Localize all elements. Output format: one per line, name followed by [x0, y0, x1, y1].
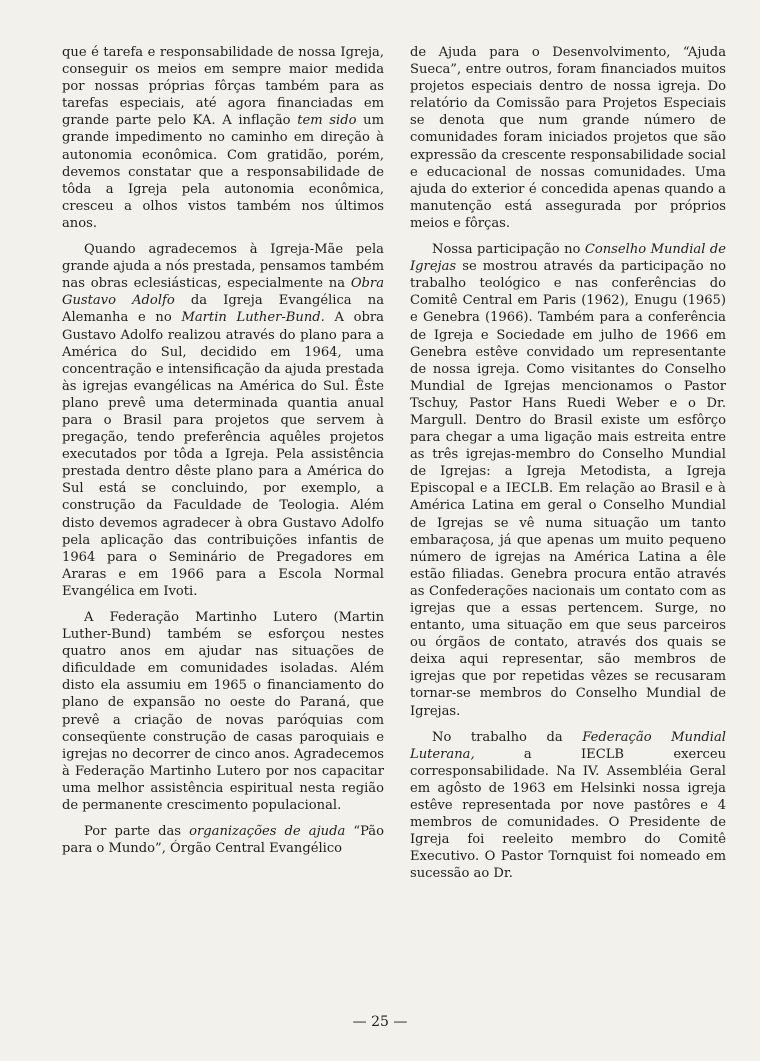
- italic-text-run: Conselho Mundial de Igrejas: [410, 242, 726, 275]
- italic-text-run: Federação Mundial Luterana,: [410, 729, 726, 762]
- paragraph: [62, 44, 384, 232]
- text-run: “Pão para o Mundo”, Órgão Central Evangélico: [62, 824, 384, 857]
- italic-text-run: organizações de ajuda: [189, 824, 346, 840]
- text-run: de Ajuda para o Desenvolvimento, “Ajuda Sueca”, entre outros, foram financiados muitos projetos especiais dentro de nossa igreja. Do relatório da Comissão para Projetos Especiais se denota que num grande número de comunidades foram iniciados projetos que são expressão da crescente responsabilidade social e educacional de nossas comunidades. Uma ajuda do exterior é concedida apenas quando a manutenção está assegurada por próprios meios e fôrças.: [410, 45, 726, 231]
- paragraph: [410, 729, 726, 883]
- page-number: — 25 —: [352, 1014, 408, 1030]
- italic-text-run: tem sido: [297, 113, 357, 129]
- paragraph: [62, 609, 384, 814]
- italic-text-run: Martin Luther-Bund.: [181, 310, 325, 326]
- italic-text-run: Obra Gustavo Adolfo: [62, 276, 384, 309]
- text-run: da Igreja Evangélica na Alemanha e no: [62, 293, 384, 326]
- text-run: No trabalho da: [432, 729, 583, 745]
- text-run: A Federação Martinho Lutero (Martin Luther-Bund) também se esforçou nestes quatro anos em ajudar nas situações de dificuldade em comunidades isoladas. Além disto ela assumiu em 1965 o financiamento do plano de expansão no oeste do Paraná, que prevê a criação de novas paróquias com conseqüente construção de casas paroquiais e igrejas no decorrer de cinco anos. Agradecemos à Federação Martinho Lutero por nos capacitar uma melhor assistência espiritual nesta região de permanente crescimento populacional.: [62, 610, 384, 814]
- left-column: [62, 44, 384, 857]
- right-column: [410, 44, 726, 883]
- text-run: a IECLB exerceu corresponsabilidade. Na IV. Assembléia Geral em agôsto de 1963 em Helsinki nossa igreja estêve representada por nove pastôres e 4 membros de comunidades. O Presidente de Igreja foi reeleito membro do Comitê Executivo. O Pastor Tornquist foi nomeado em sucessão ao Dr.: [410, 746, 726, 882]
- text-run: Por parte das: [84, 824, 190, 840]
- text-run: A obra Gustavo Adolfo realizou através do plano para a América do Sul, decidido em 1964, uma concentração e intensificação da ajuda prestada às igrejas evangélicas na América do Sul. Êste plano prevê uma determinada quantia anual para o Brasil para projetos que servem à pregação, tendo preferência aquêles projetos executados por tôda a Igreja. Pela assistência prestada dentro dêste plano para a América do Sul está se concluindo, por exemplo, a construção da Faculdade de Teologia. Além disto devemos agradecer à obra Gustavo Adolfo pela aplicação das contribuições infantis de 1964 para o Seminário de Pregadores em Araras e em 1966 para a Escola Normal Evangélica em Ivoti.: [62, 310, 384, 599]
- text-run: Quando agradecemos à Igreja-Mãe pela grande ajuda a nós prestada, pensamos também nas obras eclesiásticas, especialmente na: [62, 242, 384, 292]
- paragraph: [410, 241, 726, 720]
- text-run: se mostrou através da participação no trabalho teológico e nas conferências do Comitê Central em Paris (1962), Enugu (1965) e Genebra (1966). Também para a conferência de Igreja e Sociedade em julho de 1966 em Genebra estêve convidado um representante de nossa igreja. Como visitantes do Conselho Mundial de Igrejas mencionamos o Pastor Tschuy, Pastor Hans Ruedi Weber e o Dr. Margull. Dentro do Brasil existe um esfôrço para chegar a uma ligação mais estreita entre as três igrejas-membro do Conselho Mundial de Igrejas: a Igreja Metodista, a Igreja Episcopal e a IECLB. Em relação ao Brasil e à América Latina em geral o Conselho Mundial de Igrejas se vê numa situação um tanto embaraçosa, já que apenas um muito pequeno número de igrejas na América Latina a êle estão filiadas. Genebra procura então através as Confederações nacionais um contato com as igrejas que a essas pertencem. Surge, no entanto, uma situação em que seus parceiros ou órgãos de contato, através dos quais se deixa aqui representar, são membros de igrejas que por repetidas vêzes se recusaram tornar-se membros do Conselho Mundial de Igrejas.: [410, 259, 726, 719]
- paragraph: [410, 44, 726, 232]
- paragraph: [62, 241, 384, 600]
- paragraph: [62, 823, 384, 857]
- text-run: Nossa participação no: [432, 242, 585, 258]
- text-run: que é tarefa e responsabilidade de nossa Igreja, conseguir os meios em sempre maior medida por nossas próprias fôrças também para as tarefas especiais, até agora financiadas em grande parte pelo KA. A inflação: [62, 45, 384, 129]
- text-run: um grande impedimento no caminho em direção à autonomia econômica. Com gratidão, porém, devemos constatar que a responsabilidade de tôda a Igreja pela autonomia econômica, cresceu a olhos vistos também nos últimos anos.: [62, 113, 385, 231]
